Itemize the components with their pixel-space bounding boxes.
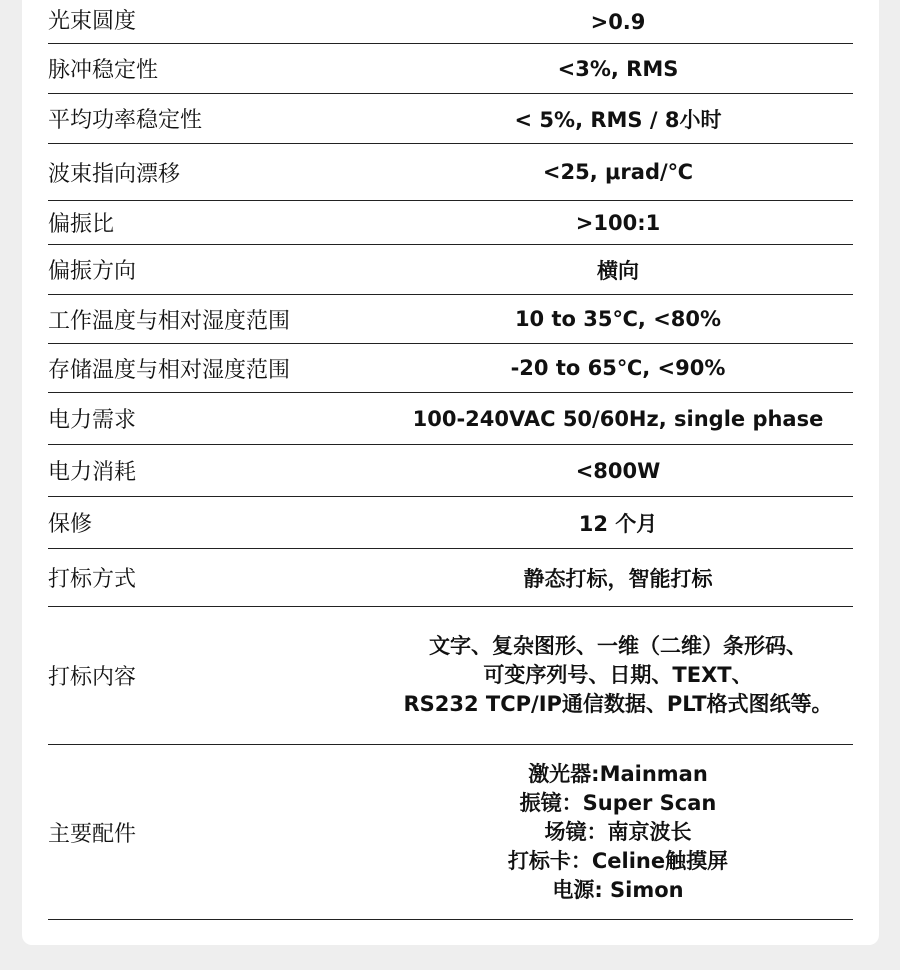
spec-label: 偏振比	[48, 212, 115, 237]
spec-label: 平均功率稳定性	[48, 108, 203, 133]
spec-label: 电力需求	[48, 408, 137, 433]
spec-value: >100:1	[575, 210, 661, 235]
spec-row-power-consumption	[48, 445, 853, 497]
spec-row-warranty	[48, 497, 853, 549]
spec-label: 波束指向漂移	[48, 161, 181, 187]
spec-value: 10 to 35℃, <80%	[514, 307, 722, 331]
spec-value: >0.9	[590, 9, 646, 34]
spec-row-main-accessories	[48, 745, 853, 920]
spec-row-polarization-direction	[48, 245, 853, 295]
spec-value-lines	[383, 745, 853, 919]
spec-row-marking-mode	[48, 549, 853, 607]
spec-label: 光束圆度	[48, 9, 137, 34]
spec-value-line: 振镜：Super Scan	[519, 790, 717, 815]
spec-label: 打标方式	[48, 567, 137, 592]
spec-value: -20 to 65℃, <90%	[510, 356, 726, 380]
spec-value-line: 场镜：南京波长	[544, 819, 692, 844]
spec-value-line: 可变序列号、日期、TEXT、	[483, 663, 753, 687]
spec-row-power-stability	[48, 94, 853, 144]
spec-value: 静态打标，智能打标	[523, 566, 713, 591]
spec-value: 横向	[597, 258, 639, 283]
spec-label: 偏振方向	[48, 259, 137, 284]
spec-label: 存储温度与相对湿度范围	[48, 357, 291, 383]
spec-value: 100-240VAC 50/60Hz, single phase	[412, 406, 824, 431]
spec-label: 脉冲稳定性	[48, 58, 159, 83]
spec-value-line: 打标卡：Celine触摸屏	[507, 848, 729, 873]
spec-row-pulse-stability	[48, 44, 853, 94]
spec-value: < 5%, RMS / 8小时	[514, 107, 722, 132]
spec-label: 工作温度与相对湿度范围	[48, 308, 291, 334]
spec-value-line: 电源: Simon	[552, 877, 684, 902]
spec-value: <25, μrad/℃	[542, 160, 694, 184]
spec-row-beam-pointing-drift	[48, 144, 853, 201]
spec-value: 12 个月	[578, 511, 658, 536]
spec-value-line: 文字、复杂图形、一维（二维）条形码、	[429, 634, 807, 658]
spec-value-line: 激光器:Mainman	[528, 761, 708, 786]
spec-row-marking-content	[48, 607, 853, 745]
spec-value-line: RS232 TCP/IP通信数据、PLT格式图纸等。	[403, 692, 833, 716]
spec-value: <800W	[575, 458, 661, 483]
spec-row-beam-roundness	[48, 0, 853, 44]
spec-row-polarization-ratio	[48, 201, 853, 245]
spec-row-power-requirement	[48, 393, 853, 445]
spec-value: <3%, RMS	[557, 56, 679, 81]
spec-label: 打标内容	[48, 665, 137, 690]
spec-label: 电力消耗	[48, 460, 137, 485]
spec-row-operating-temp	[48, 295, 853, 344]
spec-value-lines	[383, 607, 853, 744]
spec-label: 主要配件	[48, 821, 137, 847]
spec-row-storage-temp	[48, 344, 853, 393]
spec-label: 保修	[48, 512, 93, 537]
